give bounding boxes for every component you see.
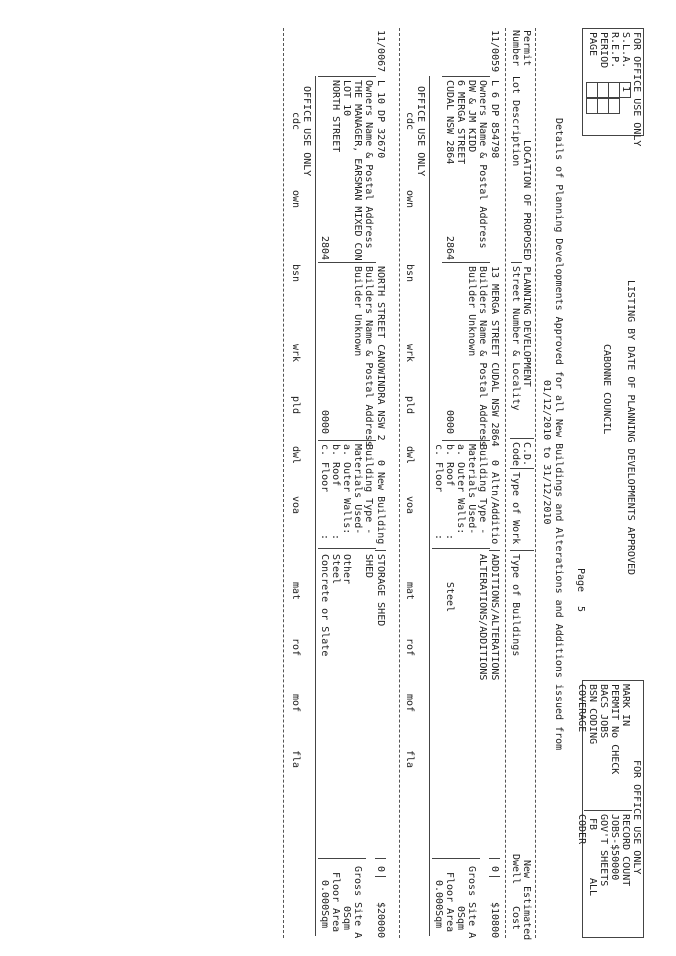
record2-site-2: 0Sqm xyxy=(341,906,352,931)
office-sla-label: S.L.A. xyxy=(620,32,631,69)
page-number: 5 xyxy=(575,606,586,613)
record1-builder-line-1: Builder Unknown xyxy=(466,266,477,357)
record-end-rule xyxy=(283,28,284,938)
record1-owner-line-2: 6 MERGA STREET xyxy=(455,80,466,165)
coder-label: CODER xyxy=(576,814,587,845)
mark-in-label: MARK IN xyxy=(620,684,631,727)
details-line-1: Details of Planning Developments Approved for all New Buildings and Alterations and Additions issued from xyxy=(553,118,564,751)
permit-check-label: PERMIT No CHECK xyxy=(609,684,620,775)
col-type-work: Type of Work xyxy=(510,472,521,545)
record2-owners-label: Owners Name & Postal Address xyxy=(363,80,374,249)
record1-owners-label: Owners Name & Postal Address xyxy=(477,80,488,249)
record2-outer-value: Other xyxy=(341,554,352,585)
record1-code-cdc: cdc xyxy=(404,112,415,131)
col-type-buildings: Type of Buildings xyxy=(510,554,521,657)
record2-builder-post: 0000 xyxy=(319,410,330,435)
fb-label: FB xyxy=(587,818,598,831)
office-page-label: PAGE xyxy=(587,32,598,57)
record1-site-1: Gross Site A xyxy=(466,866,477,939)
record2-dwell-sep-r xyxy=(375,876,386,877)
record2-dwell: 0 xyxy=(375,866,386,873)
record2-street: NORTH STREET CANOWINDRA NSW 2 xyxy=(375,266,386,441)
record2-owner-line-2: LOT 10 xyxy=(341,80,352,117)
record1-builder-post: 0000 xyxy=(444,410,455,435)
record2-sep xyxy=(375,550,386,551)
record2-roof-colon: : xyxy=(330,534,341,541)
col-new-1: New xyxy=(521,860,532,879)
record1-lot: L 6 DP 854798 xyxy=(489,80,500,159)
record2-code-cdc: cdc xyxy=(290,112,301,131)
record2-site-1: Gross Site A xyxy=(352,866,363,939)
col-cd-1: C.D. xyxy=(521,442,532,467)
sla-value: 1 xyxy=(620,86,631,93)
record1-office-rule xyxy=(429,76,430,936)
report-title: LISTING BY DATE OF PLANNING DEVELOPMENTS APPROVED xyxy=(625,280,636,576)
record2-code-pld: pld xyxy=(290,396,301,415)
period-cell-2 xyxy=(597,98,609,114)
record1-code-mof: mof xyxy=(404,694,415,713)
record1-type-work: Altn/Additio xyxy=(489,472,500,545)
record2-dwell-sep-l xyxy=(375,858,386,859)
record2-code-own: own xyxy=(290,190,301,209)
record1-owner-post: 2864 xyxy=(444,236,455,261)
record1-floor-colon: : xyxy=(433,534,444,541)
record-count-label: RECORD COUNT xyxy=(620,814,631,887)
col-cd-2: Code xyxy=(510,442,521,467)
record1-floor: c. Floor xyxy=(433,444,444,493)
record2-permit: 11/0067 xyxy=(375,30,386,73)
office-use-left-title: FOR OFFICE USE ONLY xyxy=(631,32,642,147)
record2-owner-box-l xyxy=(318,76,376,77)
record1-type-buildings: ADDITIONS/ALTERATIONS xyxy=(489,554,500,681)
record2-code-voa: voa xyxy=(290,496,301,515)
record2-building-type: Building Type - xyxy=(363,444,374,535)
record2-code-bsn: bsn xyxy=(290,264,301,283)
record2-roof-value: Steel xyxy=(330,554,341,585)
details-line-2: 01/12/2010 to 31/12/2010 xyxy=(541,380,552,525)
col-permit-2: Number xyxy=(510,30,521,67)
record1-site-2: 0Sqm xyxy=(455,906,466,931)
record1-owner-line-1: DW & JM KIDD xyxy=(466,80,477,153)
period-cell-1 xyxy=(597,82,609,98)
record1-floor-area-2: 0.000Sqm xyxy=(433,880,444,929)
record1-sep xyxy=(489,550,500,551)
record1-code-wrk: wrk xyxy=(404,344,415,363)
col-lot-description: Lot Description xyxy=(510,76,521,167)
govt-sheets-label: GOV'T SHEETS xyxy=(598,814,609,887)
record1-owner-line-3: CUDAL NSW 2864 xyxy=(444,80,455,165)
record1-office-title: OFFICE USE ONLY xyxy=(415,86,426,177)
record2-code-mof: mof xyxy=(290,694,301,713)
record1-code-mat: mat xyxy=(404,582,415,601)
record1-roof-colon: : xyxy=(444,534,455,541)
col-permit-1: Permit xyxy=(521,30,532,67)
record2-owner-post: 2804 xyxy=(319,236,330,261)
all-label: ALL xyxy=(587,878,598,897)
record2-code-fla: fla xyxy=(290,750,301,769)
record2-floor-value: Concrete or Slate xyxy=(319,554,330,657)
record2-materials: Materials Used- xyxy=(352,444,363,535)
record2-builders-label: Builders Name & Postal Address xyxy=(363,266,374,447)
bsn-coding-label: BSN CODING xyxy=(587,684,598,745)
record1-owner-box-r xyxy=(442,262,490,263)
record1-permit: 11/0059 xyxy=(489,30,500,73)
record2-owner-line-1: THE MANAGER, EARSMAN MIXED CON xyxy=(352,80,363,261)
coverage-label: COVERAGE xyxy=(576,684,587,733)
record2-code-wrk: wrk xyxy=(290,344,301,363)
col-sep-cd xyxy=(510,438,534,439)
office-use-right-title: FOR OFFICE USE ONLY xyxy=(631,760,642,875)
record2-building-type-value: SHED xyxy=(363,554,374,579)
record1-builder-box-r xyxy=(442,440,490,441)
record2-floor-area-1: Floor Area xyxy=(330,872,341,933)
record1-roof: b. Roof xyxy=(444,444,455,487)
record1-code-own: own xyxy=(404,190,415,209)
record2-floor: c. Floor xyxy=(319,444,330,493)
record2-cost: $20000 xyxy=(375,902,386,939)
record2-office-rule xyxy=(315,76,316,936)
record1-code-rof: rof xyxy=(404,638,415,657)
record2-code-dwl: dwl xyxy=(290,446,301,465)
record2-floor-area-2: 0.000Sqm xyxy=(319,880,330,929)
record2-owner-box-r xyxy=(318,262,376,263)
col-dwell-2: Dwell xyxy=(510,854,521,885)
record2-roof: b. Roof xyxy=(330,444,341,487)
record2-office-title: OFFICE USE ONLY xyxy=(301,86,312,177)
col-sep-buildings xyxy=(510,550,534,551)
record1-owner-box-l xyxy=(442,76,490,77)
record2-owner-line-3: NORTH STREET xyxy=(330,80,341,153)
rep-cell-1 xyxy=(608,82,620,98)
record1-cd: 0 xyxy=(489,460,500,467)
jobs-50000-label: JOBS-$50000 xyxy=(609,814,620,881)
col-sep-work xyxy=(510,468,534,469)
record1-outer-walls: a. Outer Walls: xyxy=(455,444,466,535)
record1-builders-label: Builders Name & Postal Address xyxy=(477,266,488,447)
record2-outer-walls: a. Outer Walls: xyxy=(341,444,352,535)
record2-type-work: New Building xyxy=(375,472,386,545)
record1-building-type-value: ALTERATIONS/ADDITIONS xyxy=(477,554,488,681)
record1-code-dwl: dwl xyxy=(404,446,415,465)
rep-cell-2 xyxy=(608,98,620,114)
record1-street: 13 MERGA STREET CUDAL NSW 2864 xyxy=(489,266,500,447)
page-label: Page xyxy=(575,568,586,593)
record1-materials-box-r xyxy=(432,548,490,549)
record1-dwell: 0 xyxy=(489,866,500,873)
record1-code-bsn: bsn xyxy=(404,264,415,283)
record2-area-box-l xyxy=(318,858,366,859)
record2-builder-box-r xyxy=(318,440,376,441)
header-bottom-rule xyxy=(505,28,506,938)
record-separator xyxy=(399,28,400,938)
record1-code-pld: pld xyxy=(404,396,415,415)
office-right-divider xyxy=(584,810,632,811)
header-top-rule xyxy=(535,28,536,938)
office-rep-label: R.E.P. xyxy=(609,32,620,69)
page-cell-2 xyxy=(586,98,598,114)
record2-type-buildings: STORAGE SHED xyxy=(375,554,386,627)
record2-floor-colon: : xyxy=(319,534,330,541)
record2-cd: 0 xyxy=(375,460,386,467)
col-location-title: LOCATION OF PROPOSED PLANNING DEVELOPMENT xyxy=(521,140,532,387)
record1-materials: Materials Used- xyxy=(466,444,477,535)
record2-builder-line-1: Builder Unknown xyxy=(352,266,363,357)
record1-area-box-l xyxy=(432,858,480,859)
record1-code-voa: voa xyxy=(404,496,415,515)
bacs-jobs-label: BACS JOBS xyxy=(598,684,609,739)
council-name: CABONNE COUNCIL xyxy=(601,344,612,435)
record1-dwell-sep-r xyxy=(489,876,500,877)
record2-code-mat: mat xyxy=(290,582,301,601)
office-period-label: PERIOD xyxy=(598,32,609,69)
record2-materials-box-r xyxy=(318,548,376,549)
col-estimated-1: Estimated xyxy=(521,886,532,941)
record1-roof-value: Steel xyxy=(444,582,455,613)
record1-building-type: Building Type - xyxy=(477,444,488,535)
col-sep-street xyxy=(511,262,522,263)
record2-code-rof: rof xyxy=(290,638,301,657)
record1-dwell-sep-l xyxy=(489,858,500,859)
page-cell-1 xyxy=(586,82,598,98)
record1-cost: $10800 xyxy=(489,902,500,939)
record1-floor-area-1: Floor Area xyxy=(444,872,455,933)
col-street: Street Number & Locality xyxy=(510,266,521,411)
record2-lot: L 10 DP 32670 xyxy=(375,80,386,159)
record1-code-fla: fla xyxy=(404,750,415,769)
col-cost-2: Cost xyxy=(510,906,521,931)
